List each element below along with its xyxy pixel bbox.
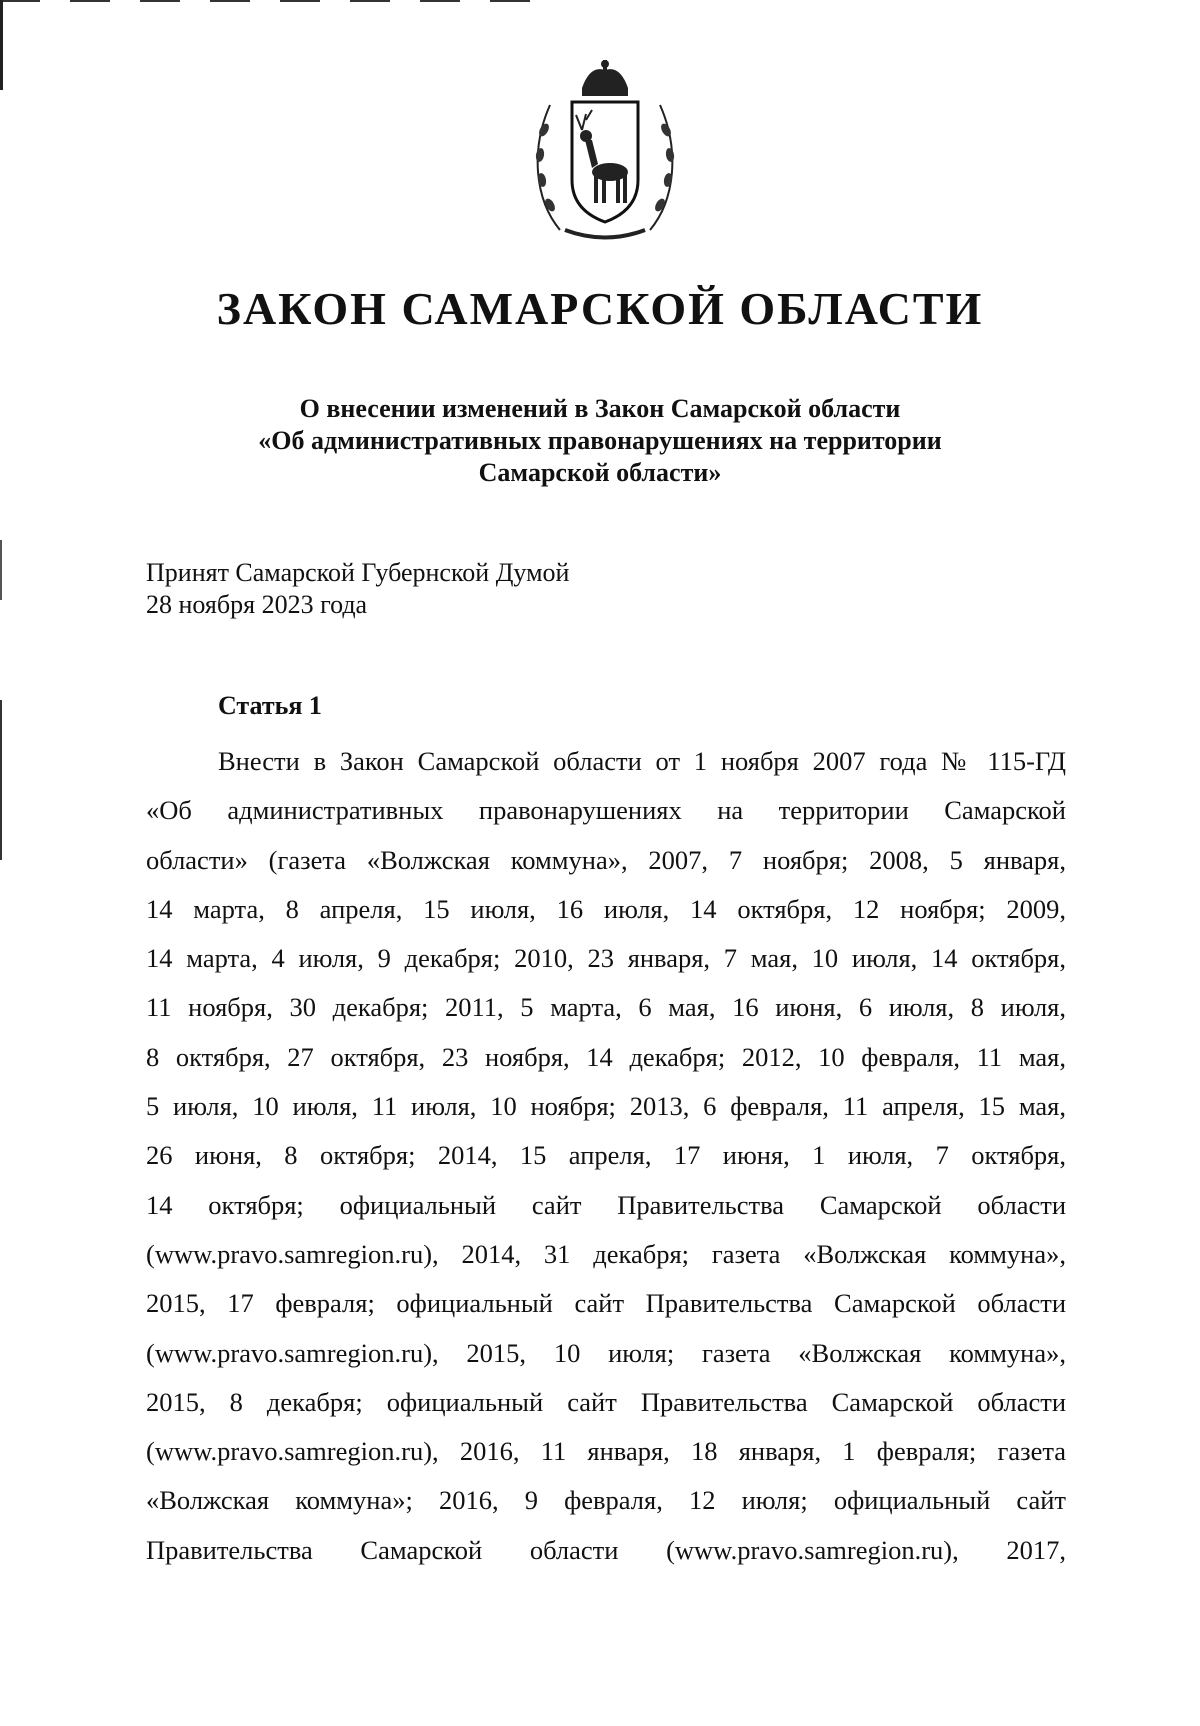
article-body: [146, 737, 1066, 1575]
body-line: 14 марта, 4 июля, 9 декабря; 2010, 23 января, 7 мая, 10 июля, 14 октября,: [146, 943, 1066, 974]
body-line: (www.pravo.samregion.ru), 2016, 11 января, 18 января, 1 февраля; газета: [146, 1436, 1066, 1467]
body-line: 2015, 17 февраля; официальный сайт Правительства Самарской области: [146, 1288, 1066, 1319]
body-line: (www.pravo.samregion.ru), 2014, 31 декабря; газета «Волжская коммуна»,: [146, 1238, 1066, 1269]
adoption-info: [146, 557, 569, 621]
adoption-line: Принят Самарской Губернской Думой: [146, 558, 570, 587]
body-line: 8 октября, 27 октября, 23 ноября, 14 декабря; 2012, 10 февраля, 11 мая,: [146, 1041, 1066, 1072]
law-subtitle: [0, 393, 1200, 489]
subtitle-line: «Об административных правонарушениях на территории: [258, 426, 942, 455]
scan-artifact-left-edge: [0, 540, 2, 600]
scan-artifact-left-edge: [0, 0, 3, 90]
body-line: 26 июня, 8 октября; 2014, 15 апреля, 17 июня, 1 июля, 7 октября,: [146, 1140, 1066, 1171]
scan-artifact-left-edge: [0, 700, 2, 860]
body-line: 11 ноября, 30 декабря; 2011, 5 марта, 6 мая, 16 июня, 6 июля, 8 июля,: [146, 992, 1066, 1023]
body-line: (www.pravo.samregion.ru), 2015, 10 июля; газета «Волжская коммуна»,: [146, 1337, 1066, 1368]
subtitle-line: Самарской области»: [478, 458, 722, 487]
body-line: Внести в Закон Самарской области от 1 ноября 2007 года № 115-ГД: [218, 746, 1066, 776]
scan-artifact-top: [0, 0, 560, 2]
body-line: «Волжская коммуна»; 2016, 9 февраля, 12 июля; официальный сайт: [146, 1485, 1066, 1516]
body-line: 5 июля, 10 июля, 11 июля, 10 ноября; 2013, 6 февраля, 11 апреля, 15 мая,: [146, 1091, 1066, 1122]
body-line: 14 марта, 8 апреля, 15 июля, 16 июля, 14 октября, 12 ноября; 2009,: [146, 893, 1066, 924]
law-title: ЗАКОН САМАРСКОЙ ОБЛАСТИ: [216, 283, 984, 334]
coat-of-arms-icon: [530, 60, 680, 245]
subtitle-line: О внесении изменений в Закон Самарской области: [299, 394, 901, 423]
body-line: 14 октября; официальный сайт Правительства Самарской области: [146, 1189, 1066, 1220]
body-line: «Об административных правонарушениях на территории Самарской: [146, 795, 1066, 826]
body-line: Правительства Самарской области (www.pravo.samregion.ru), 2017,: [146, 1534, 1066, 1565]
body-line: 2015, 8 декабря; официальный сайт Правительства Самарской области: [146, 1386, 1066, 1417]
body-line: области» (газета «Волжская коммуна», 2007, 7 ноября; 2008, 5 января,: [146, 844, 1066, 875]
adoption-date: 28 ноября 2023 года: [146, 590, 368, 619]
article-heading: Статья 1: [218, 691, 322, 720]
